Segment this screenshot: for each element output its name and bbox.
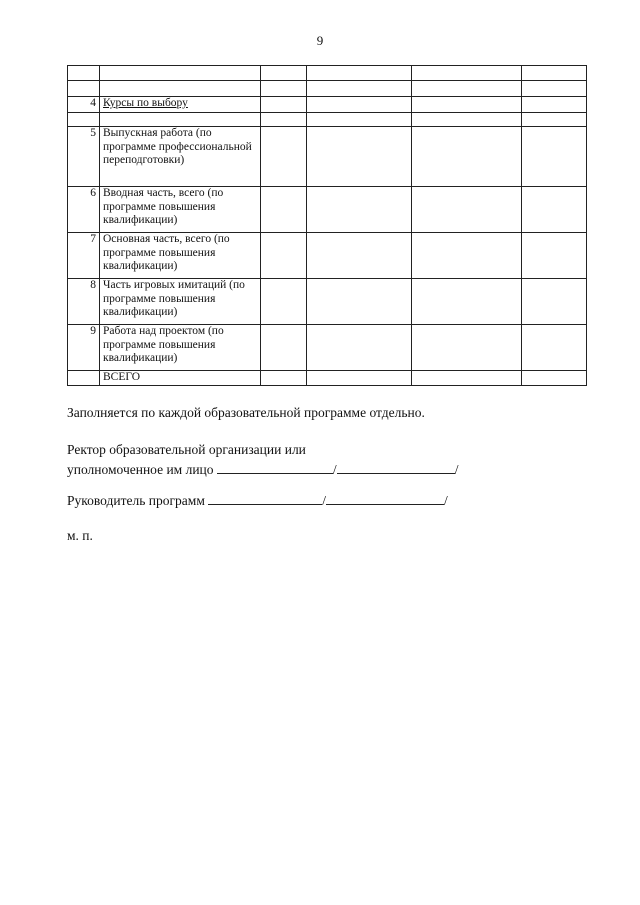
table-row <box>68 279 587 325</box>
table-cell <box>307 187 412 233</box>
page-number: 9 <box>316 33 324 48</box>
rector-name-blank[interactable] <box>337 459 455 474</box>
table-cell <box>412 233 522 279</box>
table-cell <box>412 279 522 325</box>
rector-signature-blank[interactable] <box>217 459 333 474</box>
table-cell <box>261 233 307 279</box>
table-row <box>68 81 587 97</box>
table-cell <box>522 127 587 187</box>
director-signature-block <box>67 490 448 510</box>
table-row <box>68 187 587 233</box>
table-cell <box>261 187 307 233</box>
table-cell <box>261 66 307 81</box>
table-cell <box>261 371 307 386</box>
table-cell <box>261 325 307 371</box>
table-cell <box>522 279 587 325</box>
table-cell <box>307 66 412 81</box>
table-cell <box>307 113 412 127</box>
separator-slash: / <box>322 493 327 508</box>
table-cell <box>412 187 522 233</box>
table-cell <box>307 371 412 386</box>
table-cell <box>261 113 307 127</box>
row-number: 7 <box>68 233 100 279</box>
separator-slash: / <box>454 462 459 477</box>
director-label: Руководитель программ <box>67 493 205 508</box>
table-cell <box>261 81 307 97</box>
row-label: Работа над проектом (по программе повышения квалификации) <box>100 325 261 371</box>
stamp-place-label: м. п. <box>67 528 93 543</box>
programs-table <box>67 65 587 386</box>
table-cell <box>522 81 587 97</box>
director-name-blank[interactable] <box>326 490 444 505</box>
table-row <box>68 113 587 127</box>
table-row <box>68 127 587 187</box>
row-number: 6 <box>68 187 100 233</box>
table-cell <box>522 371 587 386</box>
rector-label-line2: уполномоченное им лицо <box>67 462 214 477</box>
table-row <box>68 233 587 279</box>
table-cell <box>522 233 587 279</box>
table-cell <box>412 325 522 371</box>
row-number: 5 <box>68 127 100 187</box>
table-cell <box>522 325 587 371</box>
row-label: Часть игровых имитаций (по программе повышения квалификации) <box>100 279 261 325</box>
row-number <box>68 81 100 97</box>
table-cell <box>522 113 587 127</box>
table-row <box>68 325 587 371</box>
row-number: 4 <box>68 97 100 113</box>
rector-signature-line <box>67 459 458 479</box>
table-cell <box>412 113 522 127</box>
row-label: Курсы по выбору <box>100 97 261 113</box>
director-signature-blank[interactable] <box>208 490 322 505</box>
table-cell <box>307 325 412 371</box>
row-label: Выпускная работа (по программе профессиональной переподготовки) <box>100 127 261 187</box>
table-cell <box>261 279 307 325</box>
table-row <box>68 66 587 81</box>
separator-slash: / <box>444 493 448 508</box>
table-cell <box>522 66 587 81</box>
table-cell <box>522 97 587 113</box>
table-cell <box>412 127 522 187</box>
table-row <box>68 371 587 386</box>
table-cell <box>261 127 307 187</box>
table-cell <box>412 97 522 113</box>
row-number <box>68 113 100 127</box>
rector-signature-block <box>67 440 458 479</box>
row-number <box>68 66 100 81</box>
table-cell <box>307 81 412 97</box>
row-number <box>68 371 100 386</box>
table-cell <box>307 97 412 113</box>
table-cell <box>412 81 522 97</box>
table-cell <box>412 371 522 386</box>
table-cell <box>261 97 307 113</box>
separator-slash: / <box>332 462 337 477</box>
table-cell <box>307 233 412 279</box>
row-label <box>100 66 261 81</box>
table-row <box>68 97 587 113</box>
row-number: 8 <box>68 279 100 325</box>
table-cell <box>307 279 412 325</box>
table-cell <box>307 127 412 187</box>
row-label <box>100 81 261 97</box>
rector-label-line1: Ректор образовательной организации или <box>67 442 306 457</box>
row-label: Вводная часть, всего (по программе повышения квалификации) <box>100 187 261 233</box>
row-number: 9 <box>68 325 100 371</box>
row-label: Основная часть, всего (по программе повышения квалификации) <box>100 233 261 279</box>
table-cell <box>522 187 587 233</box>
fill-instruction: Заполняется по каждой образовательной программе отдельно. <box>67 405 425 420</box>
row-label <box>100 113 261 127</box>
table-cell <box>412 66 522 81</box>
row-label-total: ВСЕГО <box>100 371 261 386</box>
